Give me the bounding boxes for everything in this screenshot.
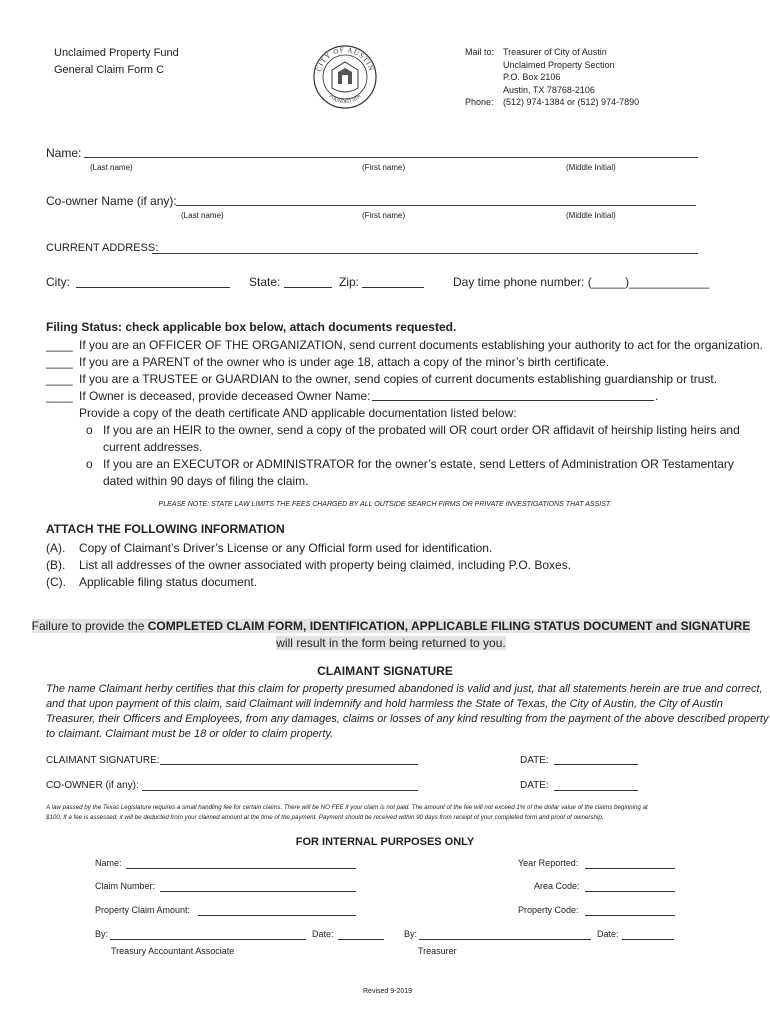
coowner-label: Co-owner Name (if any): <box>46 194 177 208</box>
by-field-2[interactable] <box>419 939 591 940</box>
certification-text: to claimant. Claimant must be 18 or older to claim property. <box>46 728 334 740</box>
property-code-label: Property Code: <box>518 905 579 915</box>
mail-to-label: Mail to: <box>465 47 495 57</box>
date-label-1: Date: <box>312 929 334 939</box>
claimant-signature-heading: CLAIMANT SIGNATURE <box>317 664 453 678</box>
last-name-caption: (Last name) <box>181 211 224 220</box>
failure-notice-line1 <box>0 619 770 633</box>
filing-status-heading: Filing Status: check applicable box below, attach documents requested. <box>46 320 457 334</box>
attach-item-text: Applicable filing status document. <box>79 575 258 589</box>
coowner-field[interactable] <box>176 205 696 206</box>
address-field[interactable] <box>152 253 698 254</box>
revised-date: Revised 9-2019 <box>363 988 413 995</box>
middle-initial-caption: (Middle Initial) <box>566 211 616 220</box>
filing-checkbox-officer[interactable]: ____ <box>46 338 73 352</box>
form-title-line1: Unclaimed Property Fund <box>54 47 179 59</box>
coowner-date-field[interactable] <box>554 790 638 791</box>
by-field-1[interactable] <box>110 939 306 940</box>
seal-text-top: CITY OF AUSTIN <box>314 45 376 73</box>
coowner-date-label: DATE: <box>520 780 549 791</box>
role-treasurer: Treasurer <box>418 946 457 956</box>
phone-value: (512) 974-1384 or (512) 974-7890 <box>503 97 640 107</box>
seal-text-bottom: FOUNDED 1839 <box>327 94 363 106</box>
attach-item-letter: (A). <box>46 541 66 555</box>
failure-notice-bold: COMPLETED CLAIM FORM, IDENTIFICATION, APPLICABLE FILING STATUS DOCUMENT and SIGNATURE <box>147 619 751 633</box>
property-code-field[interactable] <box>585 915 675 916</box>
city-seal-icon <box>312 44 378 110</box>
internal-name-field[interactable] <box>126 868 356 869</box>
coowner-signature-label: CO-OWNER (if any): <box>46 780 139 791</box>
fees-note: PLEASE NOTE: STATE LAW LIMITS THE FEES CHARGED BY ALL OUTSIDE SEARCH FIRMS OR PRIVATE INVESTIGATIONS THAT ASSIST. <box>158 501 612 508</box>
attach-item-letter: (B). <box>46 558 66 572</box>
property-claim-amount-label: Property Claim Amount: <box>95 905 191 915</box>
area-code-label: Area Code: <box>534 881 580 891</box>
failure-notice-line2: will result in the form being returned to you. <box>276 636 506 650</box>
zip-field[interactable] <box>362 287 424 288</box>
certification-text: and that upon payment of this claim, said Claimant will indemnify and hold harmless the State of Texas, the City of Austin, the City of Austin <box>46 698 723 710</box>
coowner-signature-field[interactable] <box>142 790 418 791</box>
internal-heading: FOR INTERNAL PURPOSES ONLY <box>295 836 475 848</box>
claimant-date-field[interactable] <box>554 764 638 765</box>
last-name-caption: (Last name) <box>90 163 133 172</box>
address-label: CURRENT ADDRESS: <box>46 242 159 254</box>
phone-label: Phone: <box>465 97 494 107</box>
claimant-signature-label: CLAIMANT SIGNATURE: <box>46 755 160 766</box>
year-reported-field[interactable] <box>585 868 675 869</box>
state-field[interactable] <box>284 287 332 288</box>
attach-item-text: List all addresses of the owner associated with property being claimed, including P.O. Boxes. <box>79 558 572 572</box>
by-label-1: By: <box>95 929 109 939</box>
internal-name-label: Name: <box>95 858 122 868</box>
mail-to-line: Unclaimed Property Section <box>503 60 615 70</box>
year-reported-label: Year Reported: <box>518 858 579 868</box>
date-label-2: Date: <box>597 929 619 939</box>
filing-checkbox-parent[interactable]: ____ <box>46 355 73 369</box>
middle-initial-caption: (Middle Initial) <box>566 163 616 172</box>
filing-checkbox-deceased[interactable]: ____ <box>46 389 73 403</box>
bullet-icon: o <box>86 423 93 437</box>
daytime-phone-field[interactable]: Day time phone number: (_____)____________ <box>453 275 710 289</box>
first-name-caption: (First name) <box>362 211 406 220</box>
area-code-field[interactable] <box>585 891 675 892</box>
claim-number-field[interactable] <box>160 891 356 892</box>
provide-copy-text: Provide a copy of the death certificate AND applicable documentation listed below: <box>79 406 517 420</box>
name-field[interactable] <box>84 157 698 158</box>
zip-label: Zip: <box>339 275 360 289</box>
role-treasury-accountant: Treasury Accountant Associate <box>111 946 235 956</box>
form-title-line2: General Claim Form C <box>54 64 165 76</box>
heir-line1: If you are an HEIR to the owner, send a copy of the probated will OR court order OR affidavit of heirship listing heirs and <box>103 423 740 437</box>
by-label-2: By: <box>404 929 418 939</box>
name-label: Name: <box>46 146 82 160</box>
executor-line2: dated within 90 days of filing the claim. <box>103 474 309 488</box>
attach-item-text: Copy of Claimant’s Driver’s License or any Official form used for identification. <box>79 541 493 555</box>
certification-text: The name Claimant herby certifies that this claim for property presumed abandoned is valid and just, that all statements herein are true and correct, <box>46 683 763 695</box>
filing-checkbox-trustee[interactable]: ____ <box>46 372 73 386</box>
mail-to-line: P.O. Box 2106 <box>503 72 561 82</box>
claimant-date-label: DATE: <box>520 755 549 766</box>
state-label: State: <box>249 275 281 289</box>
mail-to-line: Treasurer of City of Austin <box>503 47 607 57</box>
city-label: City: <box>46 275 70 289</box>
first-name-caption: (First name) <box>362 163 406 172</box>
filing-item-parent: If you are a PARENT of the owner who is under age 18, attach a copy of the minor’s birth certificate. <box>79 355 610 369</box>
fee-notice-line1: A law passed by the Texas Legislature requires a small handling fee for certain claims. There will be NO FEE if your claim is not paid. The amount of the fee will not exceed 1% of the dollar value of the claims beginning at <box>46 804 648 811</box>
city-field[interactable] <box>76 287 230 288</box>
heir-line2: current addresses. <box>103 440 203 454</box>
failure-notice-pre: Failure to provide the <box>31 619 148 633</box>
deceased-owner-name-field[interactable] <box>372 400 654 401</box>
property-claim-amount-field[interactable] <box>198 915 356 916</box>
bullet-icon: o <box>86 457 93 471</box>
date-field-2[interactable] <box>622 939 674 940</box>
filing-item-officer: If you are an OFFICER OF THE ORGANIZATION, send current documents establishing your authority to act for the organization. <box>79 338 763 352</box>
failure-notice-line2-wrap <box>0 636 770 650</box>
mail-to-line: Austin, TX 78768-2106 <box>503 85 595 95</box>
executor-line1: If you are an EXECUTOR or ADMINISTRATOR for the owner’s estate, send Letters of Administration OR Testamentary <box>103 457 734 471</box>
claim-number-label: Claim Number: <box>95 881 156 891</box>
attach-item-letter: (C). <box>46 575 66 589</box>
filing-item-trustee: If you are a TRUSTEE or GUARDIAN to the owner, send copies of current documents establishing guardianship or trust. <box>79 372 718 386</box>
fee-notice-line2: $100. If a fee is assessed, it will be deducted from your claimed amount at the time of the payment. Payment should be received within 90 days from receipt of your completed form and proof of ownership. <box>46 814 604 821</box>
claimant-signature-field[interactable] <box>160 764 418 765</box>
certification-text: Treasurer, their Officers and Employees, from any damages, claims or losses of any kind resulting from the payment of the above described property <box>46 713 769 725</box>
filing-item-deceased: If Owner is deceased, provide deceased Owner Name: <box>79 389 371 403</box>
date-field-1[interactable] <box>338 939 384 940</box>
deceased-end-period: . <box>655 389 659 403</box>
attach-heading: ATTACH THE FOLLOWING INFORMATION <box>46 522 285 536</box>
